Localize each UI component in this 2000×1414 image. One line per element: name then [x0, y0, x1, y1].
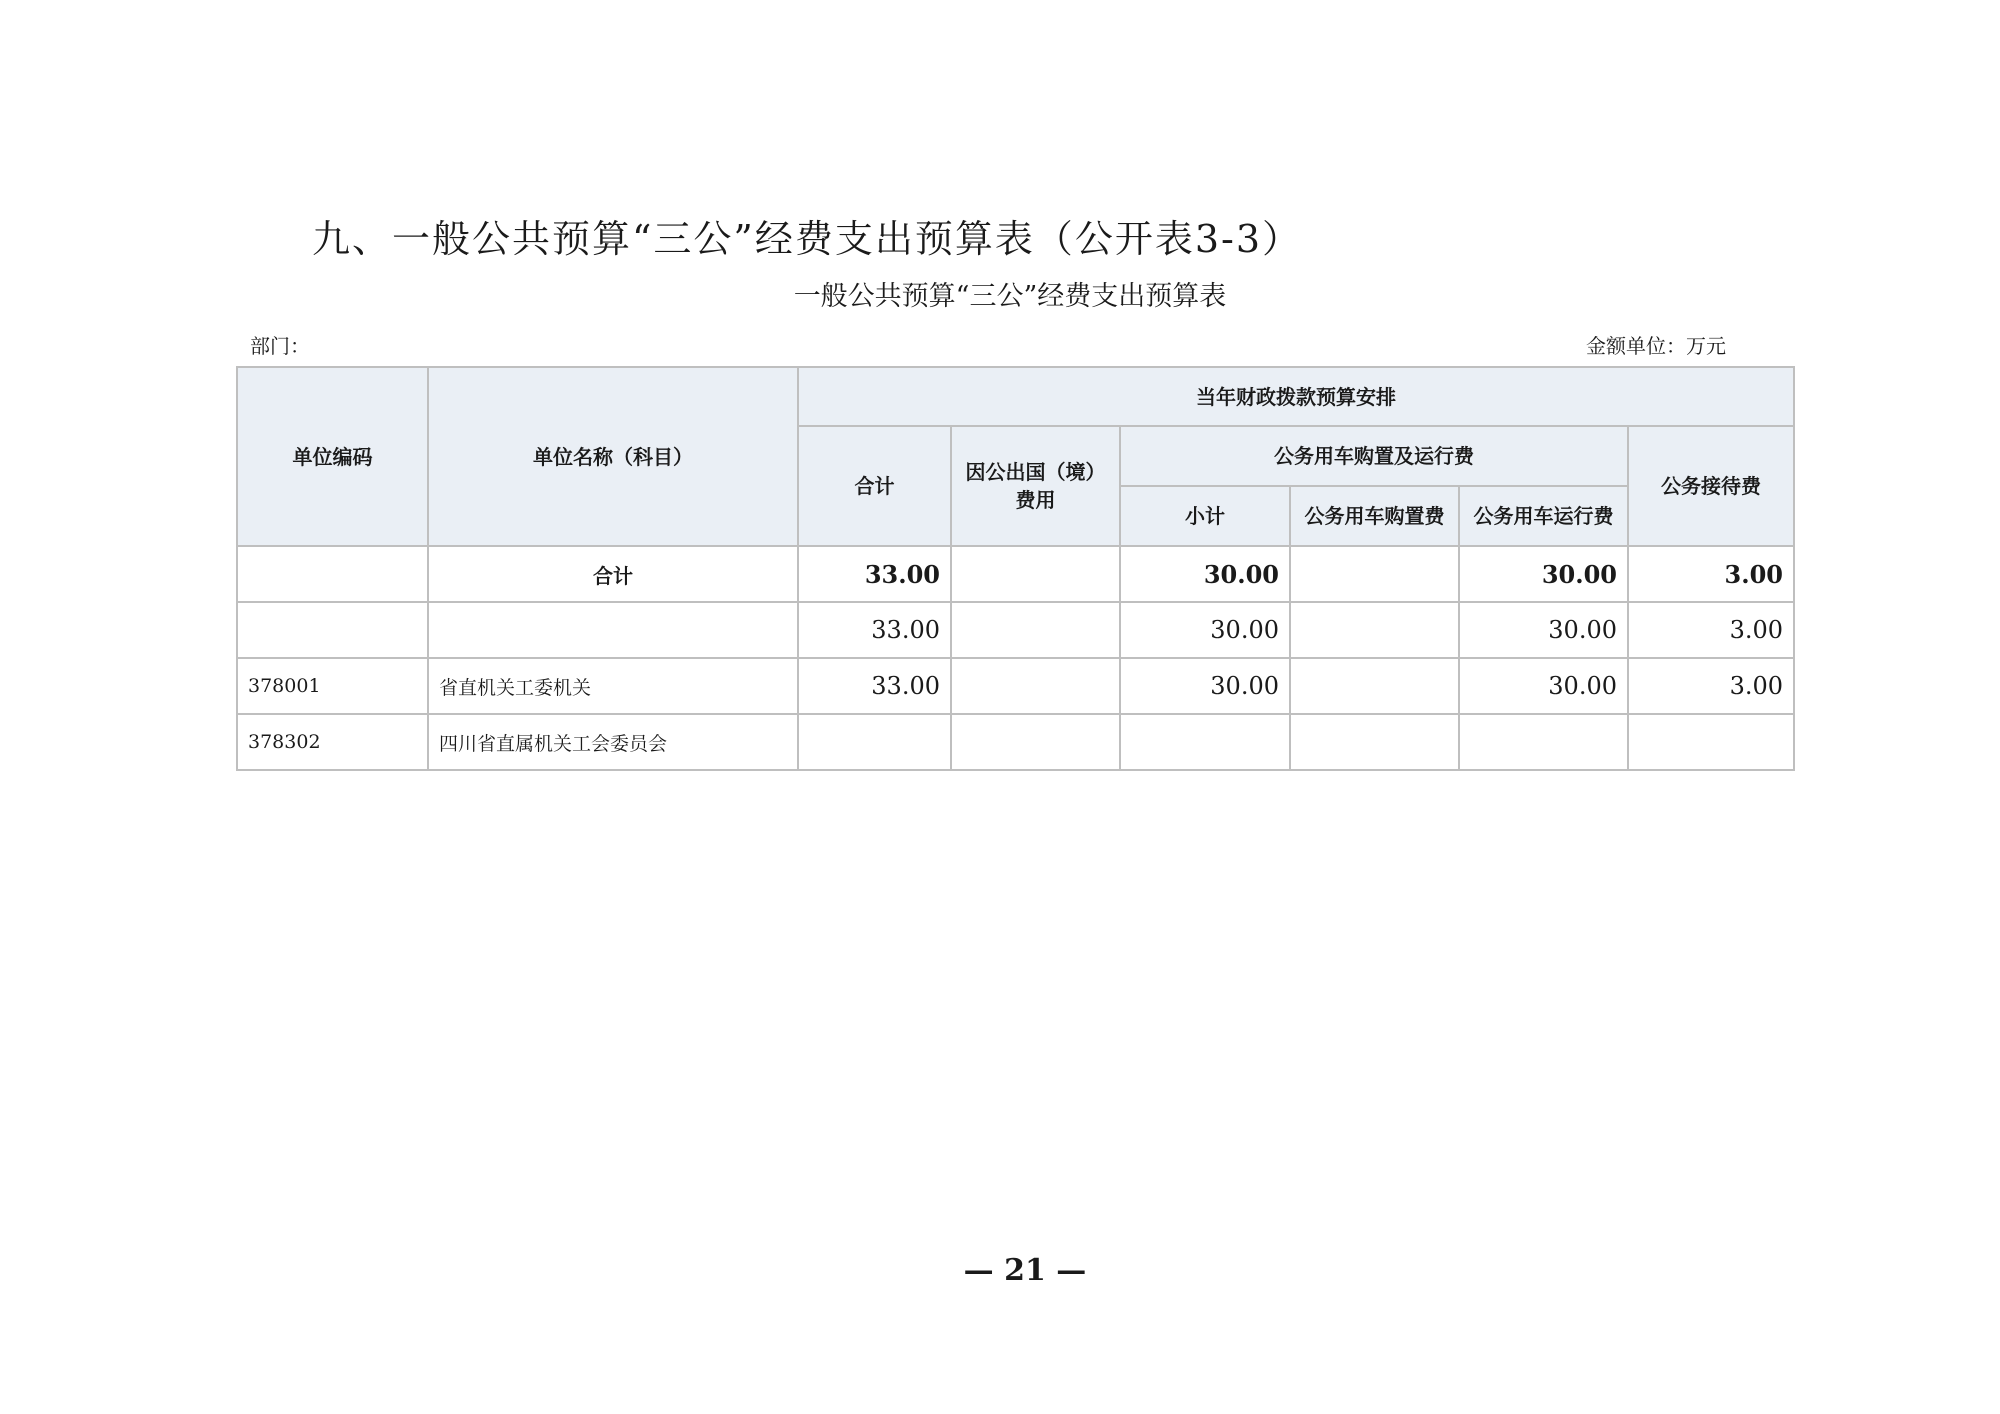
cell-code: 378302 [237, 714, 428, 770]
cell-abroad [951, 602, 1120, 658]
cell-total: 33.00 [798, 602, 951, 658]
cell-purchase [1290, 714, 1459, 770]
cell-code [237, 546, 428, 602]
page-title: 九、一般公共预算“三公”经费支出预算表（公开表3-3） [312, 217, 1303, 261]
cell-total: 33.00 [798, 546, 951, 602]
header-vehicle-purchase: 公务用车购置费 [1290, 486, 1459, 546]
header-vehicle-expense: 公务用车购置及运行费 [1120, 426, 1628, 486]
cell-purchase [1290, 546, 1459, 602]
table-row [237, 658, 1794, 714]
header-vehicle-operation: 公务用车运行费 [1459, 486, 1628, 546]
amount-unit-label: 金额单位：万元 [1586, 334, 1726, 358]
cell-abroad [951, 714, 1120, 770]
header-reception-expense: 公务接待费 [1628, 426, 1794, 546]
cell-subtotal: 30.00 [1120, 602, 1290, 658]
cell-subtotal: 30.00 [1120, 658, 1290, 714]
cell-reception: 3.00 [1628, 602, 1794, 658]
cell-reception: 3.00 [1628, 546, 1794, 602]
cell-code [237, 602, 428, 658]
cell-reception: 3.00 [1628, 658, 1794, 714]
cell-purchase [1290, 658, 1459, 714]
cell-abroad [951, 658, 1120, 714]
cell-operation: 30.00 [1459, 546, 1628, 602]
table-row-total [237, 546, 1794, 602]
page-number: — 21 — [963, 1253, 1087, 1288]
cell-total [798, 714, 951, 770]
cell-operation [1459, 714, 1628, 770]
header-subtotal: 小计 [1120, 486, 1290, 546]
cell-name: 合计 [428, 546, 798, 602]
cell-reception [1628, 714, 1794, 770]
cell-name: 四川省直属机关工会委员会 [428, 714, 798, 770]
header-abroad-expense: 因公出国（境）费用 [951, 426, 1120, 546]
header-total: 合计 [798, 426, 951, 546]
header-current-year-allocation: 当年财政拨款预算安排 [798, 367, 1794, 426]
cell-total: 33.00 [798, 658, 951, 714]
header-unit-code: 单位编码 [237, 367, 428, 546]
table-row [237, 602, 1794, 658]
cell-purchase [1290, 602, 1459, 658]
cell-name [428, 602, 798, 658]
cell-subtotal: 30.00 [1120, 546, 1290, 602]
budget-table [236, 366, 1795, 771]
department-label: 部门： [250, 334, 310, 358]
cell-operation: 30.00 [1459, 602, 1628, 658]
header-unit-name: 单位名称（科目） [428, 367, 798, 546]
table-row [237, 714, 1794, 770]
cell-operation: 30.00 [1459, 658, 1628, 714]
table-title: 一般公共预算“三公”经费支出预算表 [793, 281, 1227, 312]
cell-code: 378001 [237, 658, 428, 714]
cell-subtotal [1120, 714, 1290, 770]
cell-abroad [951, 546, 1120, 602]
cell-name: 省直机关工委机关 [428, 658, 798, 714]
